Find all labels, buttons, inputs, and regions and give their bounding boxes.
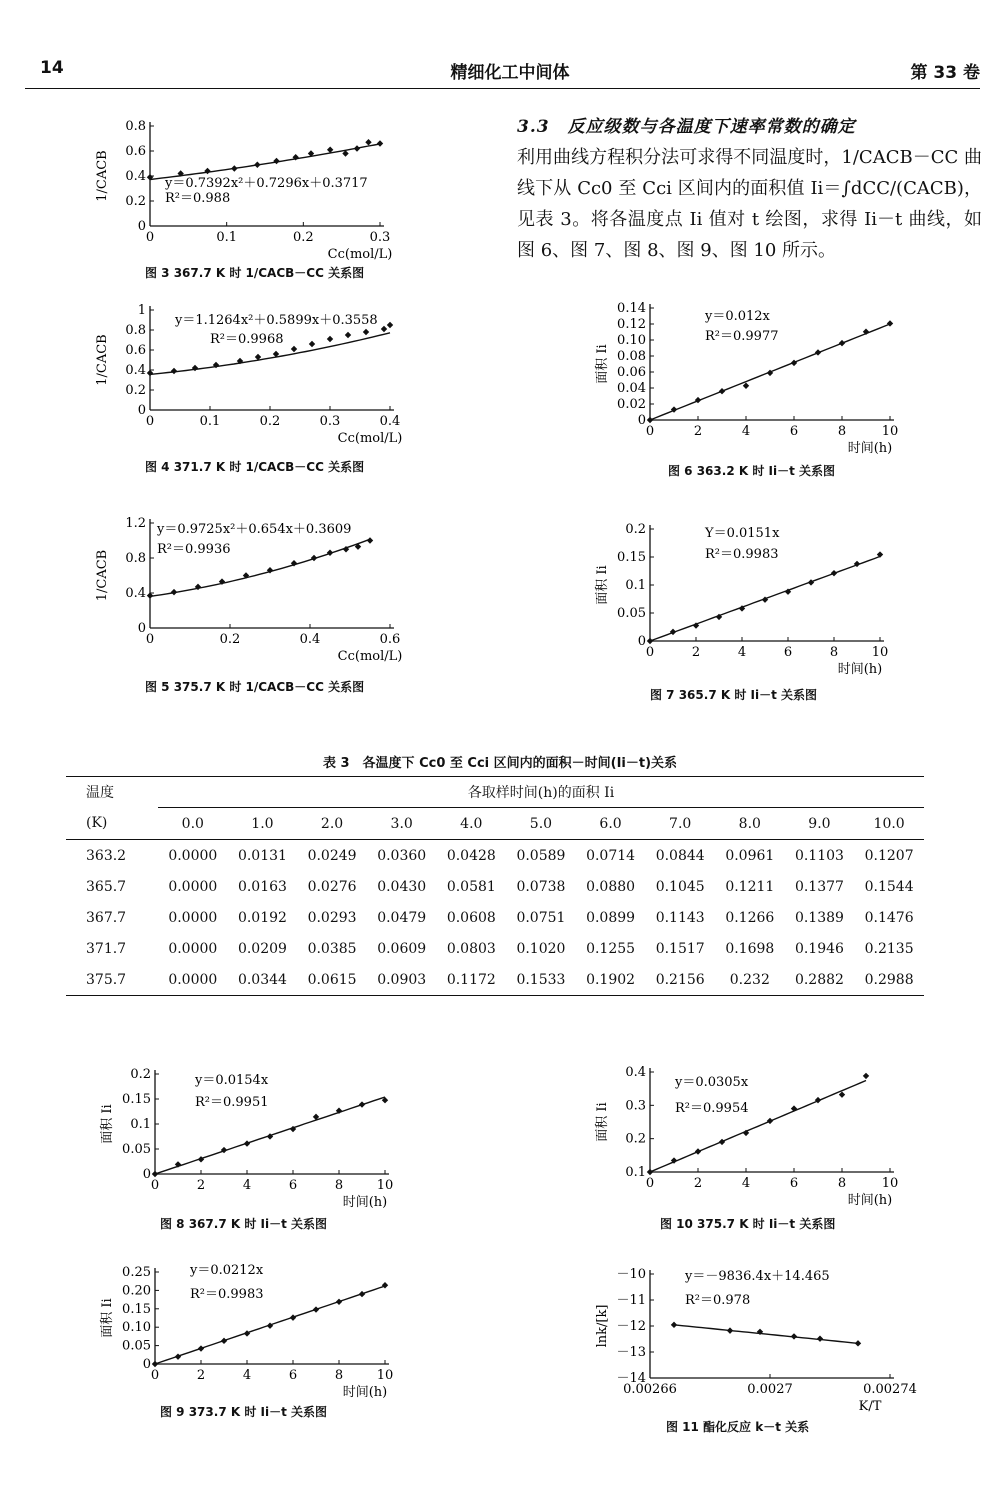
data-point [382,1282,388,1288]
x-tick-label: 0.4 [379,414,401,429]
y-tick-label: 0.05 [122,1338,151,1354]
x-tick-label: 0.6 [379,632,401,647]
r-squared: R²＝0.9954 [675,1101,749,1116]
y-axis-label: 面积 Ii [100,1104,115,1144]
table-cell: 0.0714 [586,847,636,864]
data-point [152,1361,158,1367]
time-header: 2.0 [297,808,367,840]
y-tick-label: 0.1 [625,578,646,593]
y-tick-label: 0.25 [122,1265,151,1280]
r-squared: R²＝0.9983 [705,547,779,562]
x-tick-label: 2 [693,1176,703,1191]
table-cell: 0.0608 [446,909,496,926]
table-cell: 0.1266 [725,909,775,926]
data-point [290,1314,296,1320]
table-cell: 0.1377 [794,878,844,895]
y-tick-label: 0.6 [125,144,146,159]
x-tick-label: 6 [288,1368,298,1383]
data-point [719,388,725,394]
table-cell: 0.1476 [864,909,914,926]
table-row [66,964,924,996]
y-axis-label: 面积 Ii [595,565,610,605]
data-point [381,326,387,332]
data-point [855,1340,861,1346]
x-tick-label: 0.3 [369,230,391,245]
time-header: 0.0 [158,808,228,840]
table-cell: 0.0360 [377,847,427,864]
x-tick-label: 0 [150,1178,160,1193]
data-point [808,579,814,585]
figure-5 [85,515,415,675]
x-tick-label: 0 [145,230,155,245]
y-tick-label: 0 [137,219,146,234]
table-cell: 0.1103 [794,847,844,864]
figure-6-caption: 图 6 363.2 K 时 Ii－t 关系图 [668,464,835,478]
y-axis-label: 1/CACB [95,549,110,602]
data-point [719,1139,725,1145]
x-tick-label: 0.0027 [747,1382,793,1397]
table-cell: 0.1207 [864,847,914,864]
x-tick-label: 0.00274 [863,1382,917,1397]
y-tick-label: 0.1 [625,1165,646,1180]
r-squared: R²＝0.9968 [210,332,284,347]
y-tick-label: 0.10 [122,1320,151,1336]
table-row [66,840,924,872]
y-tick-label: 0 [142,1167,151,1182]
y-tick-label: 0.2 [125,383,146,398]
table-cell: 0.2882 [785,964,855,996]
data-point [309,341,315,347]
time-header: 8.0 [715,808,785,840]
time-header: 3.0 [367,808,437,840]
x-tick-label: 0.00266 [623,1382,677,1397]
y-tick-label: 0.8 [125,323,146,338]
table-cell: 0.0000 [158,964,228,996]
table-cell: 0.0163 [237,878,287,895]
table-cell: 0.2156 [645,964,715,996]
y-tick-label: 0.8 [125,119,146,134]
table-cell: 0.0276 [307,878,357,895]
y-tick-label: 0.15 [122,1092,151,1107]
x-axis-label: 时间(h) [342,1385,388,1400]
x-axis-label: Cc(mol/L) [327,247,393,262]
temp-col-header: 温度 [66,777,158,808]
data-point [387,322,393,328]
y-tick-label: 0.3 [625,1098,646,1114]
fit-equation: y＝0.0154x [195,1073,269,1088]
y-tick-label: 0 [142,1357,151,1372]
data-point [313,1306,319,1312]
data-point [359,1291,365,1297]
x-tick-label: 2 [196,1178,206,1193]
y-tick-label: 0.04 [617,381,646,396]
table-cell: 0.0430 [377,878,427,895]
fit-equation: y＝0.0212x [190,1263,264,1278]
table-cell: 0.1020 [516,940,566,957]
figure-4 [85,300,415,455]
table-cell: 0.2988 [854,964,924,996]
x-tick-label: 0.2 [259,414,281,429]
y-tick-label: 0.15 [122,1301,151,1317]
y-axis-label: 1/CACB [95,150,110,202]
data-point [244,1140,250,1146]
y-tick-label: 0.12 [617,317,646,332]
data-point [311,555,317,561]
y-tick-label: －11 [616,1293,646,1308]
table-cell: 0.0000 [168,940,218,957]
data-point [327,336,333,342]
x-tick-label: 10 [376,1178,394,1193]
figure-5-caption: 图 5 375.7 K 时 1/CACB－CC 关系图 [145,680,365,694]
x-tick-label: 8 [334,1368,344,1383]
y-axis-label: 面积 Ii [100,1298,115,1338]
x-tick-label: 6 [288,1178,298,1193]
header-rule [25,88,980,89]
x-tick-label: 10 [871,645,889,660]
x-tick-label: 0.1 [216,230,238,245]
x-tick-label: 8 [837,424,847,439]
data-point [198,1345,204,1351]
figure-9-caption: 图 9 373.7 K 时 Ii－t 关系图 [160,1405,327,1419]
row-temperature: 371.7 [86,940,127,957]
data-point [198,1156,204,1162]
fit-equation: y＝－9836.4x＋14.465 [685,1269,830,1284]
x-tick-label: 0 [645,424,655,439]
data-point [863,1073,869,1079]
x-tick-label: 6 [783,645,793,660]
table-3-caption: 表 3 各温度下 Cc0 至 Cci 区间内的面积－时间(Ii－t)关系 [322,756,678,771]
data-point [367,537,373,543]
y-tick-label: 0.2 [130,1067,151,1082]
row-temperature: 363.2 [86,847,127,864]
table-cell: 0.0899 [586,909,636,926]
x-tick-label: 0 [145,632,155,647]
y-tick-label: 0.10 [617,333,646,348]
x-tick-label: 0.2 [292,230,314,245]
page-number: 14 [40,58,64,78]
time-header: 4.0 [437,808,507,840]
x-tick-label: 0.1 [199,414,221,429]
table-row [66,902,924,933]
data-point [647,417,653,423]
data-point [221,1338,227,1344]
table-cell: 0.0209 [237,940,287,957]
r-squared: R²＝0.9936 [157,542,231,557]
table-cell: 0.0844 [655,847,705,864]
r-squared: R²＝0.988 [165,191,231,206]
x-tick-label: 2 [196,1368,206,1383]
table-cell: 0.0479 [377,909,427,926]
y-axis-label: 面积 Ii [595,1102,610,1142]
fit-equation: y＝0.7392x²＋0.7296x＋0.3717 [165,176,368,191]
data-point [365,139,371,145]
table-cell: 0.1533 [506,964,576,996]
x-axis-label: Cc(mol/L) [337,649,403,664]
x-axis-label: 时间(h) [847,1193,893,1208]
fit-line [150,144,380,180]
table-cell: 0.0428 [446,847,496,864]
data-point [171,589,177,595]
y-tick-label: －10 [616,1267,646,1282]
x-tick-label: 10 [376,1368,394,1383]
x-tick-label: 10 [881,424,899,439]
table-cell: 0.1045 [655,878,705,895]
figure-7 [585,515,905,685]
figure-3 [85,110,415,260]
table-cell: 0.0385 [307,940,357,957]
data-point [354,145,360,151]
r-squared: R²＝0.978 [685,1293,751,1308]
data-point [254,162,260,168]
data-point [204,168,210,174]
row-temperature: 375.7 [66,964,158,996]
table-cell: 0.232 [715,964,785,996]
data-point [327,550,333,556]
section-paragraph: 利用曲线方程积分法可求得不同温度时，1/CACB－CC 曲线下从 Cc0 至 Cci 区间内的面积值 Ii＝∫dCC/(CACB)，见表 3。将各温度点 Ii 值对 t 绘图，求得 Ii－t 曲线，如图 6、图 7、图 8、图 9、图 10 所示。 [517,147,982,261]
fit-line [674,1325,858,1344]
table-cell: 0.1255 [586,940,636,957]
table-cell: 0.1172 [437,964,507,996]
figure-10 [585,1062,905,1212]
page-header [40,58,980,88]
data-point [377,140,383,146]
time-group-header: 各取样时间(h)的面积 Ii [158,777,924,808]
table-row [66,933,924,964]
y-tick-label: 0.2 [625,522,646,537]
y-axis-label: 面积 Ii [595,344,610,384]
data-point [767,1118,773,1124]
section-heading: 3.3 反应级数与各温度下速率常数的确定 [517,117,856,137]
x-tick-label: 4 [242,1178,252,1193]
x-tick-label: 10 [881,1176,899,1191]
table-cell: 0.1517 [655,940,705,957]
data-point [839,340,845,346]
data-point [273,158,279,164]
table-cell: 0.0751 [516,909,566,926]
data-point [359,1101,365,1107]
data-point [231,165,237,171]
time-header: 6.0 [576,808,646,840]
data-point [363,329,369,335]
table-cell: 0.0131 [237,847,287,864]
x-tick-label: 4 [242,1368,252,1383]
data-point [791,360,797,366]
data-point [839,1091,845,1097]
figure-10-caption: 图 10 375.7 K 时 Ii－t 关系图 [660,1217,836,1231]
row-temperature: 367.7 [86,909,127,926]
x-tick-label: 4 [737,645,747,660]
data-point [291,346,297,352]
time-header: 9.0 [785,808,855,840]
table-cell: 0.1946 [794,940,844,957]
table-cell: 0.1544 [864,878,914,895]
y-tick-label: 0.20 [122,1283,151,1299]
data-point [887,320,893,326]
x-tick-label: 0.3 [319,414,341,429]
table-cell: 0.0903 [367,964,437,996]
y-tick-label: 0 [637,634,646,649]
data-point [647,638,653,644]
y-tick-label: 0.2 [625,1131,646,1147]
y-tick-label: －12 [616,1319,646,1334]
table-cell: 0.0344 [228,964,298,996]
journal-title: 精细化工中间体 [450,63,570,83]
x-axis-label: 时间(h) [837,662,883,677]
table-cell: 0.1389 [794,909,844,926]
x-tick-label: 6 [789,1176,799,1191]
table-cell: 0.0249 [307,847,357,864]
time-header: 1.0 [228,808,298,840]
data-point [345,332,351,338]
figure-8-caption: 图 8 367.7 K 时 Ii－t 关系图 [160,1217,327,1231]
figure-3-caption: 图 3 367.7 K 时 1/CACB－CC 关系图 [145,266,365,280]
y-tick-label: 0.06 [617,365,646,380]
r-squared: R²＝0.9983 [190,1287,264,1302]
fit-line [650,1081,866,1173]
table-cell: 0.0609 [377,940,427,957]
x-tick-label: 4 [741,1176,751,1191]
data-point [815,349,821,355]
time-header: 10.0 [854,808,924,840]
fit-equation: y＝0.0305x [675,1075,749,1090]
x-tick-label: 0.2 [219,632,241,647]
fit-equation: y＝0.9725x²＋0.654x＋0.3609 [157,522,352,537]
y-tick-label: 0 [637,413,646,428]
y-tick-label: 0 [137,621,146,636]
y-tick-label: 0.15 [617,550,646,565]
data-point [743,383,749,389]
y-tick-label: 1 [137,303,146,318]
x-tick-label: 0 [145,414,155,429]
y-tick-label: 0.1 [130,1117,151,1132]
data-point [244,1330,250,1336]
x-tick-label: 2 [691,645,701,660]
x-tick-label: 8 [837,1176,847,1191]
y-tick-label: －13 [616,1345,646,1360]
table-cell: 0.0880 [586,878,636,895]
data-point [831,570,837,576]
figure-11 [585,1260,917,1414]
r-squared: R²＝0.9977 [705,329,779,344]
table-row [66,871,924,902]
x-tick-label: 8 [829,645,839,660]
table-cell: 0.1902 [576,964,646,996]
x-axis-label: 时间(h) [342,1195,388,1210]
table-cell: 0.1143 [655,909,705,926]
x-axis-label: Cc(mol/L) [337,431,403,446]
data-point [671,1322,677,1328]
y-tick-label: 0.05 [122,1142,151,1157]
figure-4-caption: 图 4 371.7 K 时 1/CACB－CC 关系图 [145,460,365,474]
y-tick-label: 0.02 [617,397,646,412]
y-tick-label: 0.4 [125,363,146,378]
table-cell: 0.0293 [307,909,357,926]
x-tick-label: 0 [150,1368,160,1383]
table-cell: 0.0000 [168,847,218,864]
fit-equation: y＝0.012x [705,309,770,324]
x-tick-label: 0 [645,1176,655,1191]
x-tick-label: 4 [741,424,751,439]
y-tick-label: 0.2 [125,194,146,209]
x-axis-label: 时间(h) [847,441,893,456]
data-point [175,1353,181,1359]
data-point [791,1105,797,1111]
x-tick-label: 2 [693,424,703,439]
volume-label: 第 33 卷 [910,63,980,83]
data-point [817,1336,823,1342]
temp-unit: (K) [66,808,158,840]
y-tick-label: 0.4 [125,169,146,184]
data-point [727,1327,733,1333]
figure-8 [85,1062,405,1212]
fit-equation: y＝1.1264x²＋0.5899x＋0.3558 [175,313,378,328]
y-axis-label: lnk/[k] [595,1304,610,1348]
table-cell: 0.1211 [725,878,775,895]
r-squared: R²＝0.9951 [195,1095,269,1110]
x-tick-label: 8 [334,1178,344,1193]
x-tick-label: 0 [645,645,655,660]
x-axis-label: K/T [858,1399,882,1414]
data-point [695,1148,701,1154]
y-axis-label: 1/CACB [95,334,110,386]
table-cell: 0.0000 [168,878,218,895]
figure-7-caption: 图 7 365.7 K 时 Ii－t 关系图 [650,688,817,702]
y-tick-label: 0.4 [625,1065,646,1080]
time-header: 7.0 [645,808,715,840]
data-point [171,368,177,374]
fit-equation: Y＝0.0151x [705,526,780,541]
data-point [791,1333,797,1339]
row-temperature: 365.7 [86,878,127,895]
y-tick-label: 0.8 [125,551,146,566]
figure-6 [585,300,905,460]
table-cell: 0.0589 [516,847,566,864]
y-tick-label: 0.08 [617,349,646,364]
data-point [647,1169,653,1175]
y-tick-label: 0 [137,403,146,418]
x-tick-label: 6 [789,424,799,439]
table-cell: 0.0615 [297,964,367,996]
y-tick-label: 0.14 [617,301,646,316]
y-tick-label: 0.05 [617,606,646,621]
table-cell: 0.1698 [725,940,775,957]
table-cell: 0.2135 [864,940,914,957]
y-tick-label: 0.6 [125,343,146,358]
table-cell: 0.0738 [516,878,566,895]
y-tick-label: －14 [616,1371,646,1386]
time-header: 5.0 [506,808,576,840]
table-cell: 0.0000 [168,909,218,926]
x-tick-label: 0.4 [299,632,321,647]
y-tick-label: 1.2 [125,516,146,531]
y-tick-label: 0.4 [125,586,146,601]
figure-9 [85,1260,405,1400]
table-cell: 0.0961 [725,847,775,864]
table-cell: 0.0803 [446,940,496,957]
table-cell: 0.0192 [237,909,287,926]
data-point [152,1171,158,1177]
table-cell: 0.0581 [446,878,496,895]
data-point [147,370,153,376]
table-3 [66,776,924,996]
figure-11-caption: 图 11 酯化反应 k－t 关系 [666,1420,810,1434]
data-point [336,1299,342,1305]
